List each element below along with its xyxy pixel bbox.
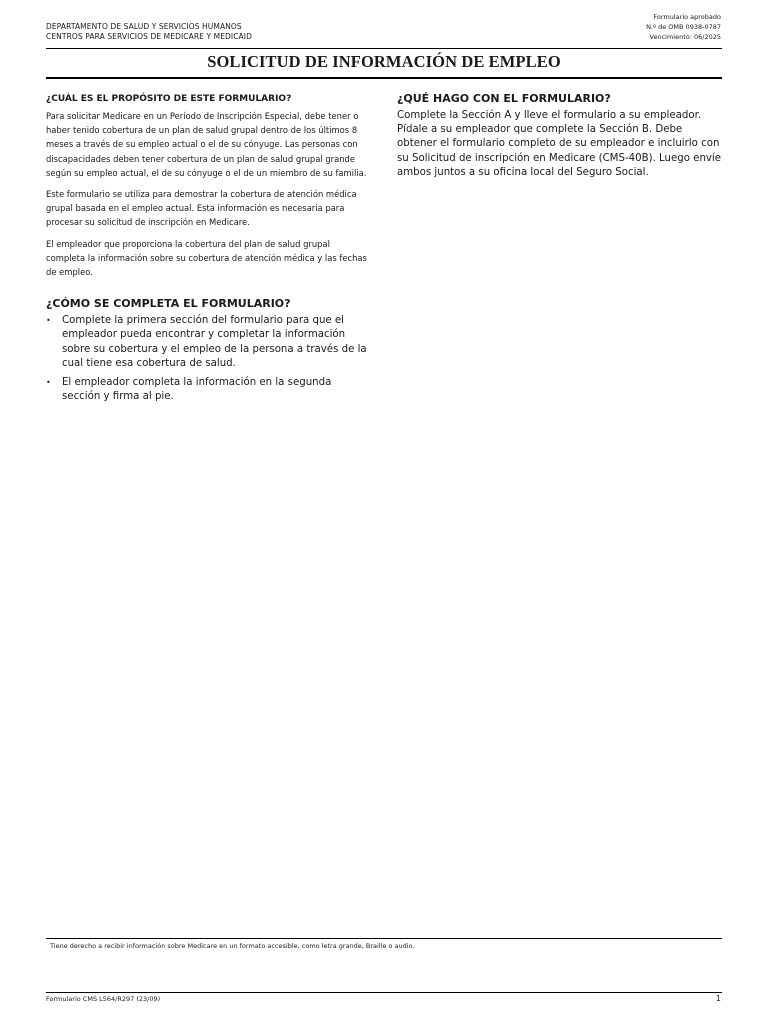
left-column bbox=[46, 93, 368, 409]
what-heading: ¿QUÉ HAGO CON EL FORMULARIO? bbox=[397, 92, 611, 105]
omb-number: N.º de OMB 0938-0787 bbox=[646, 23, 721, 31]
purpose-heading: ¿CUÁL ES EL PROPÓSITO DE ESTE FORMULARIO? bbox=[46, 94, 292, 104]
omb-approved-label: Formulario aprobado bbox=[653, 13, 721, 21]
list-item bbox=[46, 314, 368, 371]
omb-expiration: Vencimiento: 06/2025 bbox=[649, 33, 721, 41]
bullet-icon: • bbox=[46, 316, 51, 326]
list-item-text: Complete la primera sección del formulario para que el empleador pueda encontrar y completar la información sobre su cobertura y el empleo de la persona a través de la cual tiene esa cobertura de salud. bbox=[62, 315, 367, 369]
agency-header bbox=[46, 22, 252, 42]
list-item bbox=[46, 376, 368, 404]
footer-divider-bottom bbox=[46, 992, 722, 993]
how-list bbox=[46, 314, 368, 404]
agency-line-2: CENTROS PARA SERVICIOS DE MEDICARE Y MEDICAID bbox=[46, 32, 252, 41]
page-number: 1 bbox=[715, 994, 721, 1003]
purpose-paragraph-2: Este formulario se utiliza para demostrar la cobertura de atención médica grupal basada en el empleo actual. Esta información es necesaria para procesar su solicitud de inscripción en Medicare. bbox=[46, 189, 357, 228]
how-heading: ¿CÓMO SE COMPLETA EL FORMULARIO? bbox=[46, 297, 291, 311]
page-title: SOLICITUD DE INFORMACIÓN DE EMPLEO bbox=[207, 52, 561, 71]
form-number: Formulario CMS L564/R297 (23/09) bbox=[46, 995, 161, 1003]
agency-line-1: DEPARTAMENTO DE SALUD Y SERVICIOS HUMANOS bbox=[46, 22, 242, 31]
footer-divider-top bbox=[46, 938, 722, 939]
list-item-text: El empleador completa la información en la segunda sección y firma al pie. bbox=[62, 377, 332, 403]
title-bottom-divider bbox=[46, 77, 722, 79]
accessibility-note: Tiene derecho a recibir información sobre Medicare en un formato accesible, como letra grande, Braille o audio. bbox=[50, 942, 415, 950]
omb-approval-block bbox=[646, 12, 721, 42]
bullet-icon: • bbox=[46, 378, 51, 388]
right-column bbox=[397, 91, 725, 180]
purpose-paragraph-3: El empleador que proporciona la cobertura del plan de salud grupal completa la información sobre su cobertura de atención médica y las fechas de empleo. bbox=[46, 238, 367, 278]
what-paragraph: Complete la Sección A y lleve el formulario a su empleador. Pídale a su empleador que complete la Sección B. Debe obtener el formulario completo de su empleador e incluirlo con su Solicitud de inscripción en Medicare (CMS-40B). Luego envíe ambos juntos a su oficina local del Seguro Social. bbox=[397, 110, 722, 178]
purpose-paragraph-1: Para solicitar Medicare en un Período de Inscripción Especial, debe tener o haber tenido cobertura de un plan de salud grupal dentro de los últimos 8 meses a través de su empleo actual o el de su cónyuge. Las personas con discapacidades deben tener cobertura de un plan de salud grupal grande según su empleo actual, el de su cónyuge o el de un miembro de su familia. bbox=[46, 111, 367, 178]
title-top-divider bbox=[46, 48, 722, 49]
